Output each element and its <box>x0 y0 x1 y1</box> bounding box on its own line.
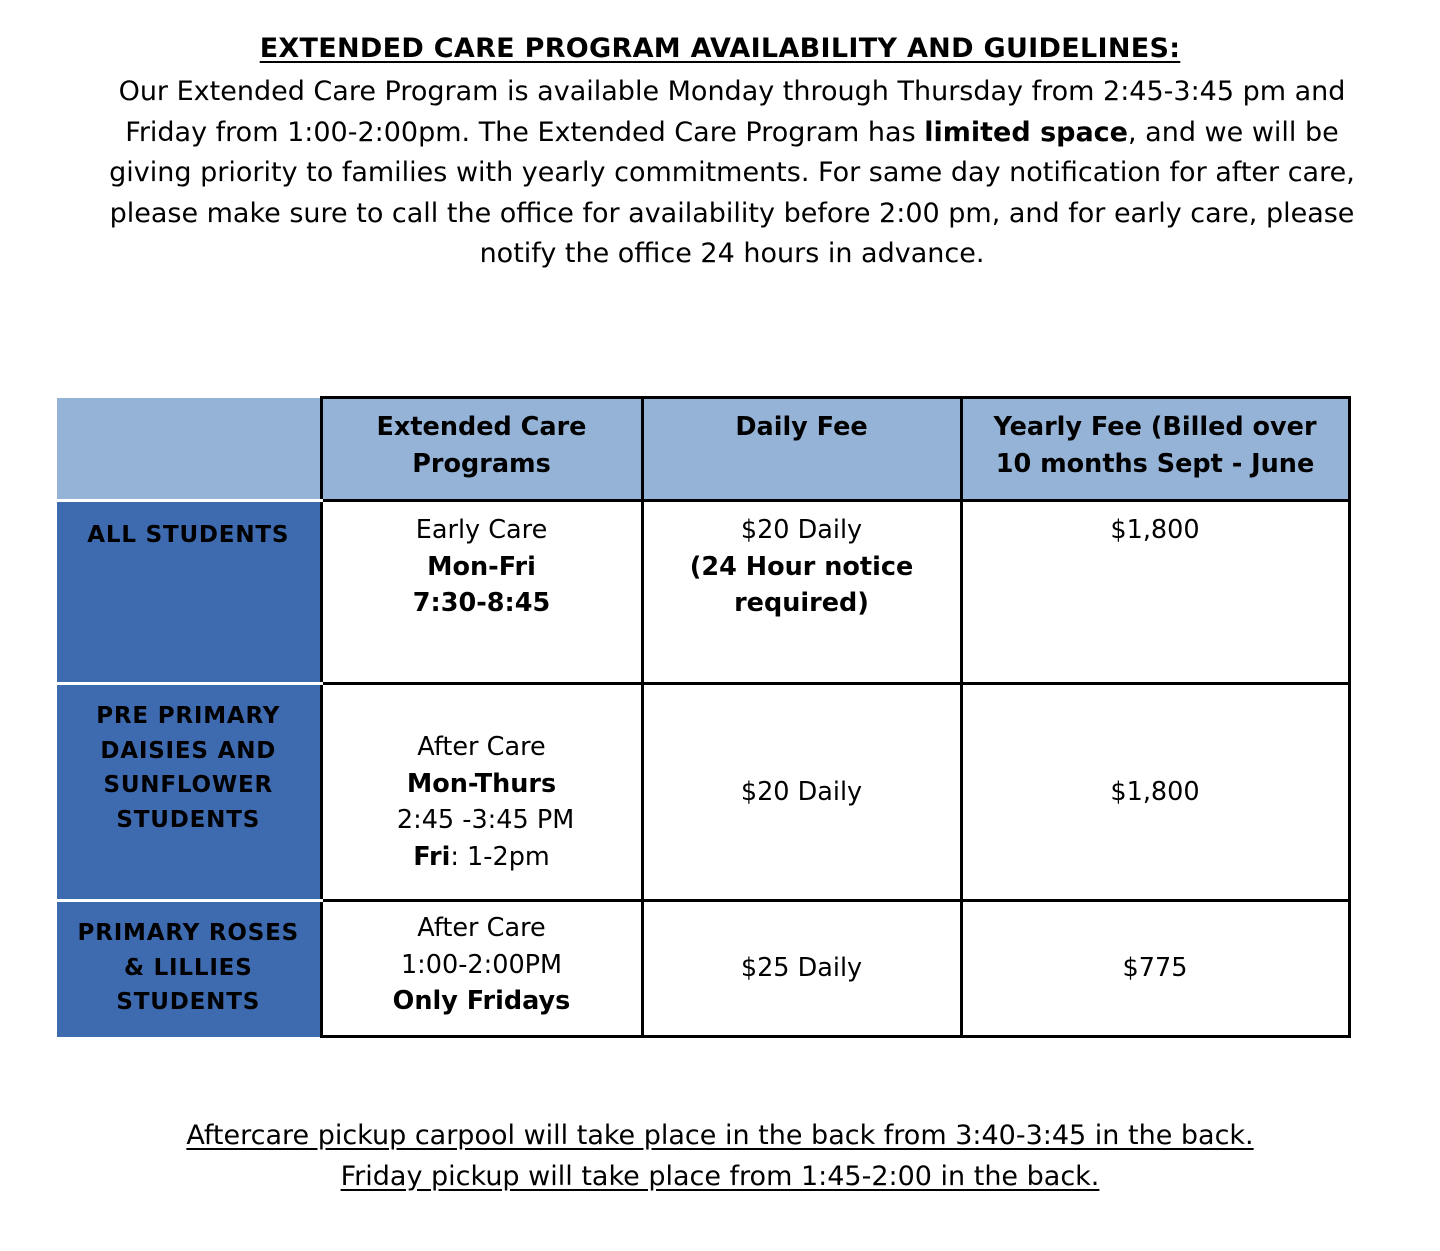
row-group-all-students: ALL STUDENTS <box>57 501 321 684</box>
table-row <box>57 901 1349 1037</box>
table-row <box>57 501 1349 684</box>
intro-line: please make sure to call the office for availability before 2:00 pm, and for early care, please <box>109 197 1355 229</box>
fri-label: Fri <box>413 841 451 872</box>
daily-fee-cell: $25 Daily <box>642 901 961 1037</box>
table-row <box>57 684 1349 901</box>
header-programs: Extended Care Programs <box>321 398 642 501</box>
program-cell: After Care Mon-Thurs 2:45 -3:45 PM Fri: 1-2pm <box>321 684 642 901</box>
table-corner-cell <box>57 398 321 501</box>
yearly-fee-cell: $775 <box>961 901 1349 1037</box>
daily-fee-cell: $20 Daily <box>642 684 961 901</box>
intro-line: Our Extended Care Program is available Monday through Thursday from 2:45-3:45 pm and <box>118 76 1346 107</box>
row-group-primary-roses: PRIMARY ROSES & LILLIES STUDENTS <box>57 901 321 1037</box>
program-cell: After Care 1:00-2:00PM Only Fridays <box>321 901 642 1037</box>
intro-text: , and we will be <box>1128 116 1339 148</box>
table-header-row <box>57 398 1349 501</box>
intro-line: notify the office 24 hours in advance. <box>479 238 985 269</box>
program-cell: Early Care Mon-Fri 7:30-8:45 <box>321 501 642 684</box>
friday-pickup-note: Friday pickup will take place from 1:45-2:00 in the back. <box>340 1160 1100 1192</box>
intro-line <box>52 113 1412 154</box>
aftercare-pickup-note: Aftercare pickup carpool will take place in the back from 3:40-3:45 in the back. <box>186 1120 1254 1151</box>
pickup-notes <box>0 1116 1440 1197</box>
fri-hours: : 1-2pm <box>450 841 550 872</box>
row-group-pre-primary: PRE PRIMARY DAISIES AND SUNFLOWER STUDENTS <box>57 684 321 901</box>
header-yearly-fee: Yearly Fee (Billed over 10 months Sept - June <box>961 398 1349 501</box>
intro-text: Friday from 1:00-2:00pm. The Extended Care Program has <box>125 116 925 148</box>
daily-fee-cell: $20 Daily (24 Hour notice required) <box>642 501 961 684</box>
intro-line: giving priority to families with yearly commitments. For same day notification for after care, <box>109 157 1355 188</box>
yearly-fee-cell: $1,800 <box>961 684 1349 901</box>
page-title: EXTENDED CARE PROGRAM AVAILABILITY AND GUIDELINES: <box>259 33 1181 64</box>
extended-care-table <box>57 396 1351 1038</box>
yearly-fee-cell: $1,800 <box>961 501 1349 684</box>
header-daily-fee: Daily Fee <box>642 398 961 501</box>
intro-paragraph <box>52 72 1412 275</box>
limited-space-emphasis: limited space <box>924 116 1128 148</box>
